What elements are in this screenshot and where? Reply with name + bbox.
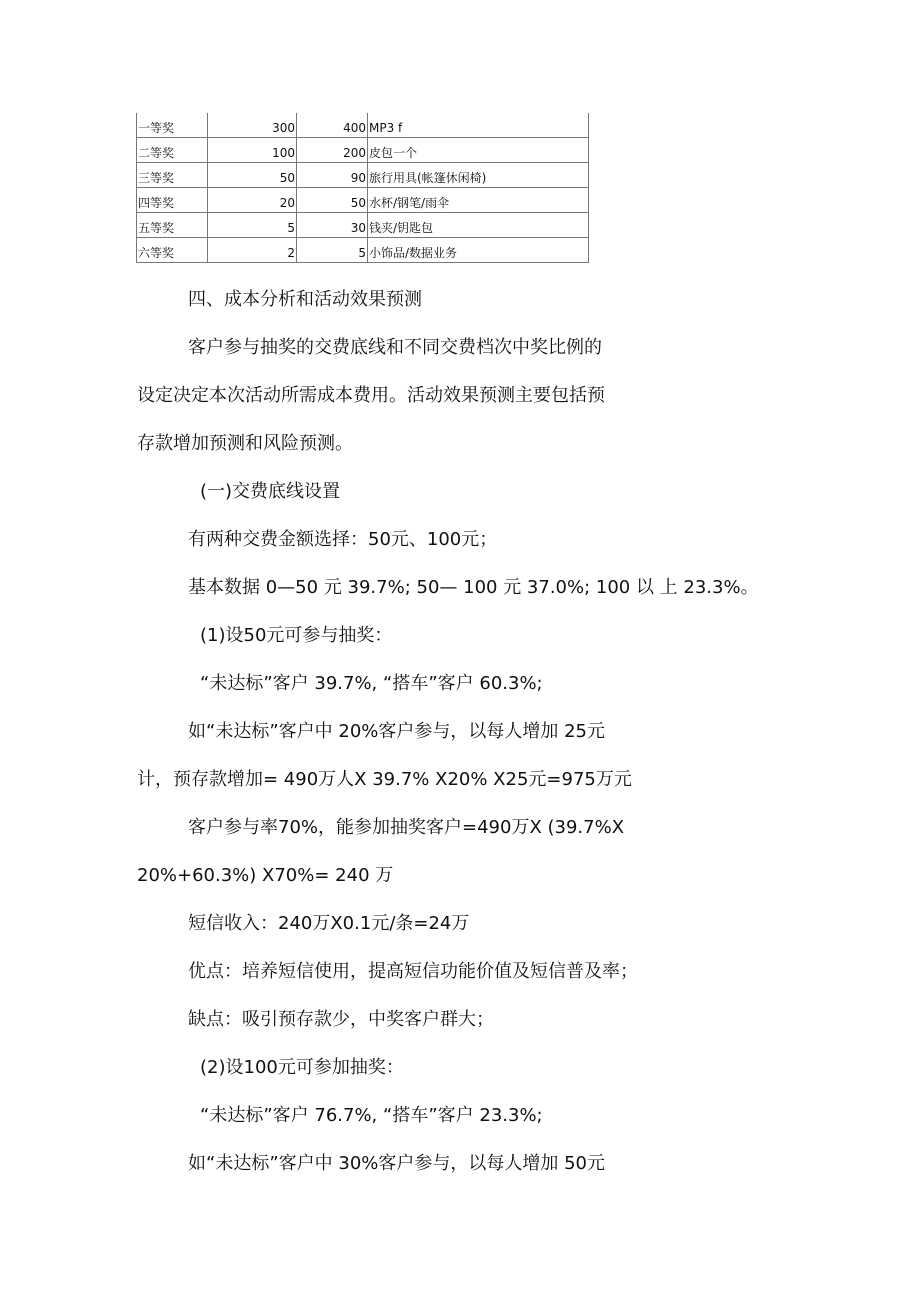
prize-level: 五等奖 (137, 213, 208, 238)
prize-level: 六等奖 (137, 238, 208, 263)
prize-count-b: 400 (297, 113, 368, 138)
table-row (137, 238, 589, 263)
prize-count-a: 5 (208, 213, 297, 238)
case1-participation-line-2: 20%+60.3%) X70%= 240 万 (137, 865, 394, 886)
intro-line-1: 客户参与抽奖的交费底线和不同交费档次中奖比例的 (188, 337, 602, 358)
prize-count-a: 20 (208, 188, 297, 213)
base-data: 基本数据 0—50 元 39.7%; 50— 100 元 37.0%; 100 以 上 23.3%。 (188, 577, 759, 598)
case1-cons: 缺点：吸引预存款少，中奖客户群大； (188, 1009, 494, 1030)
case1-pros: 优点：培养短信使用，提高短信功能价值及短信普及率； (188, 961, 638, 982)
case2-ratio: “未达标”客户 76.7%, “搭车”客户 23.3%; (200, 1105, 543, 1126)
prize-item: MP3 f (368, 113, 589, 138)
prize-item: 钱夹/钥匙包 (368, 213, 589, 238)
prize-count-b: 5 (297, 238, 368, 263)
table-row (137, 163, 589, 188)
amount-options: 有两种交费金额选择：50元、100元； (188, 529, 498, 550)
prize-count-a: 300 (208, 113, 297, 138)
table-row (137, 188, 589, 213)
subheading-fee-threshold: (一)交费底线设置 (200, 481, 341, 502)
intro-line-3: 存款增加预测和风险预测。 (137, 433, 353, 454)
prize-item: 水杯/钢笔/雨伞 (368, 188, 589, 213)
prize-item: 皮包一个 (368, 138, 589, 163)
prize-level: 三等奖 (137, 163, 208, 188)
prize-count-b: 200 (297, 138, 368, 163)
prize-count-b: 90 (297, 163, 368, 188)
case1-sms-income: 短信收入：240万X0.1元/条=24万 (188, 913, 470, 934)
section-heading: 四、成本分析和活动效果预测 (188, 289, 422, 310)
prize-count-b: 50 (297, 188, 368, 213)
case1-ratio: “未达标”客户 39.7%, “搭车”客户 60.3%; (200, 673, 543, 694)
case1-participation-line-1: 客户参与率70%，能参加抽奖客户=490万X (39.7%X (188, 817, 625, 838)
prize-table (136, 113, 589, 263)
case2-title: (2)设100元可参加抽奖： (200, 1057, 404, 1078)
prize-level: 一等奖 (137, 113, 208, 138)
prize-count-a: 2 (208, 238, 297, 263)
prize-count-a: 100 (208, 138, 297, 163)
case2-deposit-line-1: 如“未达标”客户中 30%客户参与，以每人增加 50元 (188, 1153, 606, 1174)
prize-item: 旅行用具(帐篷休闲椅) (368, 163, 589, 188)
table-row (137, 113, 589, 138)
case1-title: (1)设50元可参与抽奖： (200, 625, 393, 646)
prize-item: 小饰品/数据业务 (368, 238, 589, 263)
case1-deposit-line-2: 计，预存款增加= 490万人X 39.7% X20% X25元=975万元 (137, 769, 632, 790)
prize-count-b: 30 (297, 213, 368, 238)
prize-level: 四等奖 (137, 188, 208, 213)
case1-deposit-line-1: 如“未达标”客户中 20%客户参与，以每人增加 25元 (188, 721, 606, 742)
table-row (137, 213, 589, 238)
table-row (137, 138, 589, 163)
prize-count-a: 50 (208, 163, 297, 188)
intro-line-2: 设定决定本次活动所需成本费用。活动效果预测主要包括预 (137, 385, 605, 406)
prize-level: 二等奖 (137, 138, 208, 163)
